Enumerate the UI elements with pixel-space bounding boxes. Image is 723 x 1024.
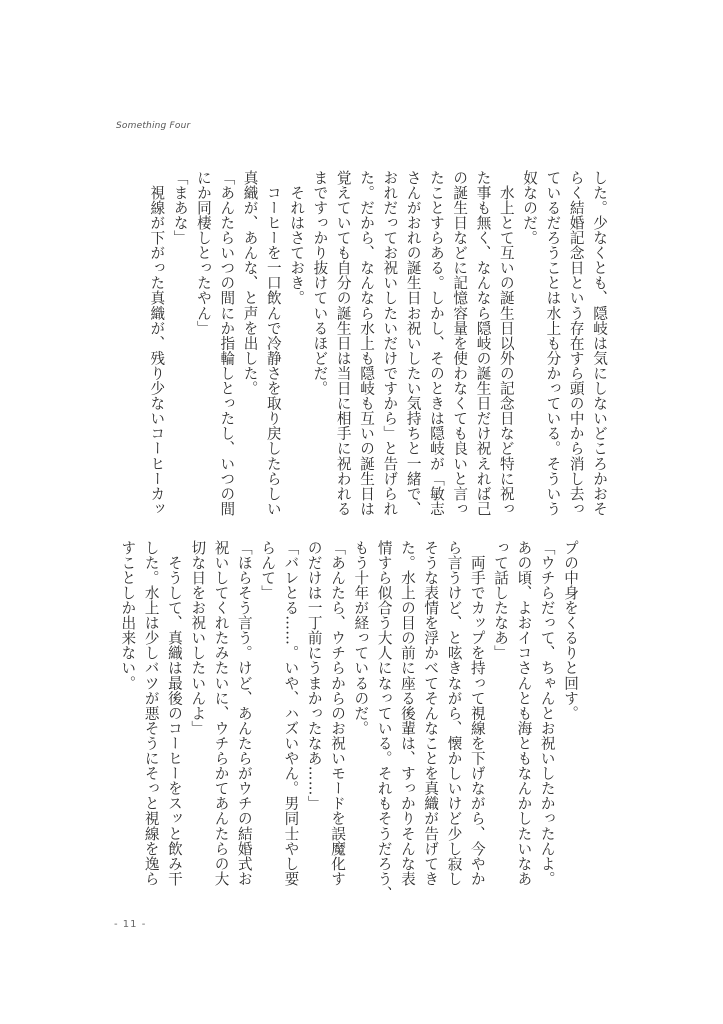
- text-line: た。だから、なんなら水上も隠岐も互いの誕生日は: [358, 170, 376, 517]
- text-line: のだけは一丁前にうまかったなあ……」: [305, 540, 323, 811]
- text-line: 「まあな」: [171, 170, 189, 246]
- text-line: した。水上は少しバツが悪そうにそっと視線を逸ら: [142, 540, 160, 887]
- text-line: にか同棲しとったやん」: [194, 170, 212, 336]
- text-line: した。少なくとも、隠岐は気にしないどころかおそ: [591, 170, 608, 517]
- text-line: それはさておき。: [288, 170, 306, 306]
- text-line: 「ほらそう言う。けど、あんたらがウチの結婚式お: [235, 540, 253, 887]
- text-line: 切な日をお祝いしたいんよ」: [189, 540, 207, 736]
- text-line: たことすらある。しかし、そのときは隠岐が「敏志: [427, 170, 445, 517]
- text-line: 「ウチらだって、ちゃんとお祝いしたかったんよ。: [538, 540, 556, 887]
- text-line: ているだろうことは水上も分かっている。そういう: [544, 170, 562, 517]
- text-line: ら言うけど、と呟きながら、懐かしいけど少し寂し: [445, 540, 463, 887]
- text-line: 情すら似合う大人になっている。それもそうだろう、: [375, 540, 393, 902]
- text-line: 覚えていても自分の誕生日は当日に相手に祝われる: [334, 170, 352, 517]
- text-line: の誕生日などに記憶容量を使わなくても良いと言っ: [451, 170, 469, 517]
- text-line: 奴なのだ。: [521, 170, 539, 246]
- text-line: た。水上の目の前に座る後輩は、すっかりそんな表: [398, 540, 416, 887]
- text-line: さんがおれの誕生日お祝いしたい気持ちと一緒で、: [404, 170, 422, 517]
- text-line: おれだってお祝いしたいだけですから」と告げられ: [381, 170, 399, 517]
- text-line: 「あんたら、ウチらからのお祝いモードを誤魔化す: [329, 540, 347, 887]
- text-line: コーヒーを一口飲んで冷静さを取り戻したらしい: [264, 170, 282, 517]
- text-line: そうな表情を浮かべてそんなことを真織が告げてき: [422, 540, 440, 887]
- upper-text-block: [141, 170, 611, 517]
- lower-text-block: [119, 540, 582, 902]
- text-line: プの中身をくるりと回す。: [562, 540, 579, 721]
- text-line: 両手でカップを持って視線を下げながら、今やか: [468, 540, 486, 887]
- text-line: 視線が下がった真織が、残り少ないコーヒーカッ: [148, 170, 166, 517]
- text-line: 真織が、あんな、と声を出した。: [241, 170, 259, 396]
- text-line: 「バレとる……。いや、ハズいやん。男同士やし要: [282, 540, 300, 887]
- text-line: って話したなあ」: [492, 540, 510, 661]
- text-line: すことしか出来ない。: [119, 540, 137, 691]
- text-line: まですっかり抜けているほどだ。: [311, 170, 329, 396]
- text-line: もう十年が経っているのだ。: [352, 540, 370, 736]
- text-line: あの頃、よおイコさんとも海ともなんかしたいなあ: [515, 540, 533, 887]
- text-line: そうして、真織は最後のコーヒーをスッと飲み干: [165, 540, 183, 887]
- text-line: らく結婚記念日という存在すら頭の中から消し去っ: [567, 170, 585, 517]
- text-line: 祝いしてくれたみたいに、ウチらかてあんたらの大: [212, 540, 230, 887]
- text-line: た事も無く、なんなら隠岐の誕生日だけ祝えれば己: [474, 170, 492, 517]
- text-line: らんて」: [259, 540, 277, 601]
- running-header: Something Four: [116, 121, 191, 131]
- text-line: 「あんたらいつの間にか指輪しとったし、いつの間: [218, 170, 236, 517]
- page-number: - 11 -: [114, 919, 147, 930]
- text-line: 水上とて互いの誕生日以外の記念日など特に祝っ: [497, 170, 515, 517]
